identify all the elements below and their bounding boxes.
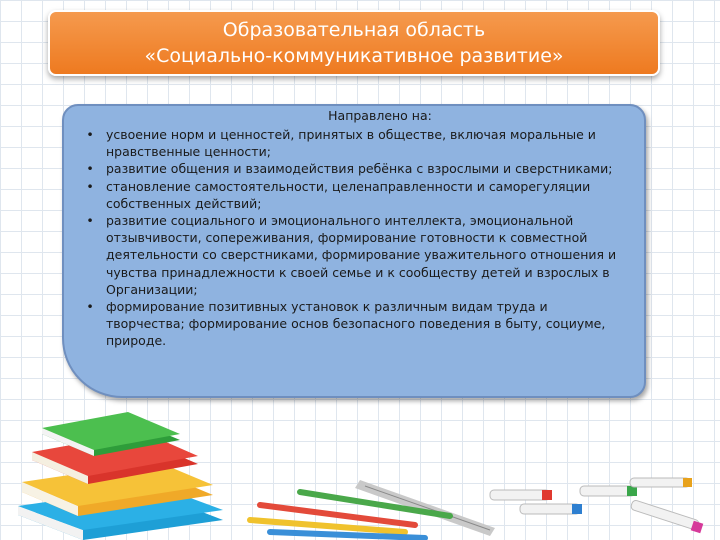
title-line-1: Образовательная область [222,19,486,41]
bullet: • [86,213,94,229]
list-item [78,298,623,350]
goal-list [78,126,623,350]
list-item-text: развитие общения и взаимодействия ребёнка с взрослыми и сверстниками; [106,161,613,177]
list-item [78,212,623,298]
list-item [78,178,623,212]
stacked-books-icon [8,400,248,540]
bullet: • [86,299,94,315]
list-item-text: становление самостоятельности, целенаправленности и саморегуляции собственных действий; [106,178,591,211]
markers-icon [480,470,718,540]
bullet: • [86,178,94,194]
list-item-text: усвоение норм и ценностей, принятых в обществе, включая моральные и нравственные ценности; [106,127,596,160]
bullet: • [86,127,94,142]
list-item-text: развитие социального и эмоционального интеллекта, эмоциональной отзывчивости, сопереживания, формирование готовности к совместной деятельности со сверстниками, формирование уважительного отношения и чувства принадлежности к своей семье и к сообществу детей и взрослых в Организации; [106,213,617,297]
content-intro: Направлено на: [328,108,432,123]
title-line-2: «Социально-коммуникативное развитие» [144,45,564,67]
pencils-icon [240,470,500,540]
list-item [78,126,623,160]
list-item [78,160,623,177]
title-banner [48,10,660,76]
bullet: • [86,161,94,177]
list-item-text: формирование позитивных установок к различным видам труда и творчества; формирование основ безопасного поведения в быту, социуме, природе. [106,299,606,349]
